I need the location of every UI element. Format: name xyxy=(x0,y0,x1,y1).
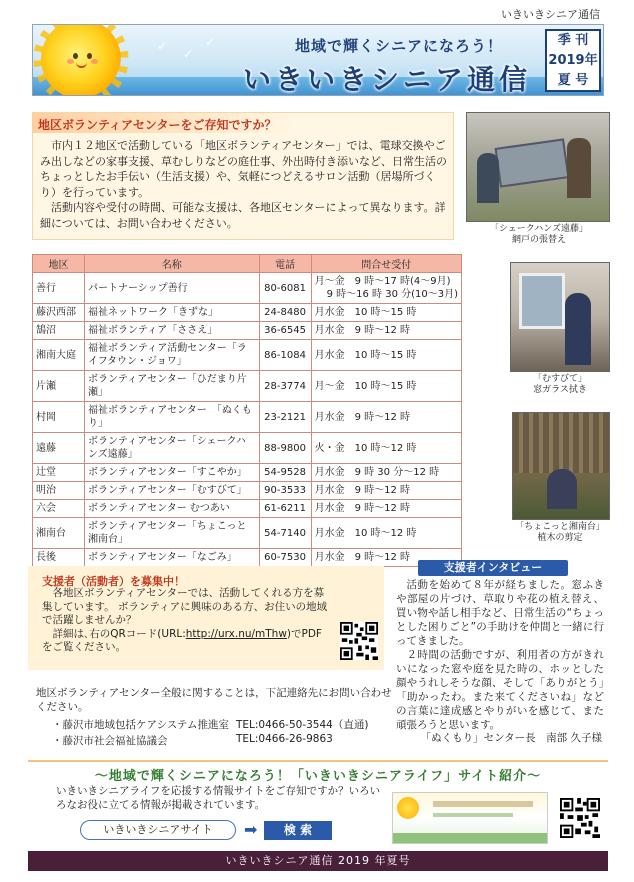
tel-cell-text: 86-1084 xyxy=(264,349,306,361)
area-cell xyxy=(33,322,85,340)
thumbnail-bar xyxy=(433,801,533,807)
table-row xyxy=(33,500,462,518)
tel-cell-text: 54-9528 xyxy=(264,467,306,478)
header-banner xyxy=(32,24,604,96)
name-cell xyxy=(85,273,260,304)
sun-icon xyxy=(397,797,419,819)
person-shape xyxy=(565,293,591,365)
tel-cell xyxy=(259,402,311,433)
intro-heading: 地区ボランティアセンターをご存知ですか？ xyxy=(32,113,292,133)
area-cell-text: 六会 xyxy=(36,503,56,514)
name-cell xyxy=(85,549,260,567)
name-cell xyxy=(85,464,260,482)
name-cell-text: ボランティアセンター「ひだまり片瀬」 xyxy=(88,374,247,398)
hours-cell-text: 月水金 10 時～15 時 xyxy=(314,307,417,318)
table-row xyxy=(33,322,462,340)
area-cell-text: 遠藤 xyxy=(36,442,56,454)
hours-cell xyxy=(311,371,461,402)
table-header: 問合せ受付 xyxy=(311,255,461,273)
hours-cell xyxy=(311,482,461,500)
tel-cell-text: 28-3774 xyxy=(264,380,306,392)
sun-face-icon xyxy=(67,51,97,71)
area-cell xyxy=(33,340,85,371)
contact-org: ・藤沢市社会福祉協議会 xyxy=(52,735,168,747)
name-cell xyxy=(85,482,260,500)
hours-cell-text: 月水金 9 時～12 時 xyxy=(314,411,411,423)
area-cell-text: 藤沢西部 xyxy=(36,307,76,318)
tel-cell-text: 61-6211 xyxy=(264,503,306,514)
tel-cell xyxy=(259,371,311,402)
hours-cell-text: 月水金 10 時～12 時 xyxy=(314,527,417,539)
hours-cell-text: 月水金 9 時 30 分～12 時 xyxy=(314,467,440,478)
interview-text xyxy=(396,578,604,732)
table-header-row xyxy=(33,255,462,273)
season-badge xyxy=(545,29,601,92)
table-row xyxy=(33,340,462,371)
area-cell xyxy=(33,433,85,464)
name-cell-text: パートナーシップ善行 xyxy=(88,282,188,294)
name-cell xyxy=(85,500,260,518)
tel-cell-text: 24-8480 xyxy=(264,307,306,318)
tel-cell xyxy=(259,464,311,482)
name-cell-text: 福祉ボランティア活動センター「ライフタウン・ジョワ」 xyxy=(88,343,247,367)
photo-tree-pruning xyxy=(512,412,610,520)
qr-url-link[interactable]: http://urx.nu/mThw xyxy=(185,627,287,640)
area-cell xyxy=(33,518,85,549)
tel-cell-text: 60-7530 xyxy=(264,552,306,563)
site-heading: ～地域で輝くシニアになろう！「いきいきシニアライフ」サイト紹介～ xyxy=(94,769,542,784)
table-header: 地区 xyxy=(33,255,85,273)
photo-caption-title: 「ちょこっと湘南台」 xyxy=(515,522,605,532)
table-row xyxy=(33,433,462,464)
newsletter-top-label: いきいきシニア通信 xyxy=(501,8,600,21)
area-cell xyxy=(33,273,85,304)
bird-icon: ✓ xyxy=(183,47,194,61)
contact-org: ・藤沢市地域包括ケアシステム推進室 xyxy=(52,719,230,731)
recruit-text-post: )でPDFをご覧ください。 xyxy=(42,627,322,653)
interview-paragraph: ２時間の活動ですが、利用者の方がきれいになった窓や庭を見た時の、ホッとした顔やうれしそうな顔、そして「ありがとう」「助かったわ。また来てくださいね」などの言葉に達成感とやりがいを感じて、また頑張ろうと思います。 xyxy=(396,649,604,731)
hours-cell xyxy=(311,322,461,340)
area-cell-text: 村岡 xyxy=(36,411,56,423)
name-cell xyxy=(85,402,260,433)
table-row xyxy=(33,549,462,567)
screen-door-shape xyxy=(495,138,570,187)
search-button[interactable]: 検 索 xyxy=(264,821,332,840)
name-cell xyxy=(85,433,260,464)
arrow-right-icon: ➡ xyxy=(244,820,258,839)
area-cell-text: 辻堂 xyxy=(36,467,56,478)
tel-cell xyxy=(259,340,311,371)
tel-cell xyxy=(259,549,311,567)
area-cell xyxy=(33,402,85,433)
person-shape xyxy=(567,138,591,198)
area-cell-text: 明治 xyxy=(36,485,56,496)
hours-cell xyxy=(311,402,461,433)
season-line: 2019年 xyxy=(548,53,598,68)
name-cell xyxy=(85,322,260,340)
hours-cell xyxy=(311,500,461,518)
season-line: 季 刊 xyxy=(557,33,589,48)
photo-caption-title: 「シェークハンズ遠藤」 xyxy=(489,224,588,234)
area-cell-text: 長後 xyxy=(36,552,56,563)
tel-cell xyxy=(259,322,311,340)
area-cell-text: 鵠沼 xyxy=(36,325,56,336)
fence-shape xyxy=(513,413,610,473)
tel-cell xyxy=(259,304,311,322)
name-cell-text: ボランティアセンター むつあい xyxy=(88,503,230,514)
photo-caption-desc: 植木の剪定 xyxy=(537,533,583,543)
photo-screen-repair xyxy=(466,112,610,222)
contact-tel: TEL:0466-50-3544（直通) xyxy=(236,719,369,731)
bird-icon: ✓ xyxy=(205,35,216,49)
interview-heading: 支援者インタビュー xyxy=(418,560,568,576)
area-cell xyxy=(33,482,85,500)
name-cell-text: ボランティアセンター「シェークハンズ遠藤」 xyxy=(88,436,246,460)
page-footer: いきいきシニア通信 2019 年夏号 xyxy=(28,851,608,871)
table-header: 電話 xyxy=(259,255,311,273)
page-title: いきいきシニア通信 xyxy=(243,63,532,96)
area-cell xyxy=(33,371,85,402)
recruit-heading: 支援者（活動者）を募集中！ xyxy=(42,575,185,588)
center-table xyxy=(32,254,462,567)
qr-code-icon[interactable] xyxy=(560,798,600,838)
photo-caption xyxy=(466,224,612,246)
table-row xyxy=(33,371,462,402)
hours-cell xyxy=(311,518,461,549)
area-cell xyxy=(33,500,85,518)
hours-cell-text: 火・金 10 時～12 時 xyxy=(314,442,417,454)
area-cell-text: 片瀬 xyxy=(36,380,56,392)
photo-window-cleaning xyxy=(510,262,610,372)
hours-cell xyxy=(311,433,461,464)
name-cell xyxy=(85,518,260,549)
table-row xyxy=(33,402,462,433)
season-line: 夏 号 xyxy=(557,73,589,88)
photo-caption-desc: 窓ガラス拭き xyxy=(533,385,587,395)
name-cell-text: ボランティアセンター「むすびて」 xyxy=(88,485,247,496)
tel-cell xyxy=(259,482,311,500)
intro-text xyxy=(40,138,450,231)
area-cell xyxy=(33,464,85,482)
tel-cell xyxy=(259,518,311,549)
hours-cell xyxy=(311,464,461,482)
person-shape xyxy=(477,153,499,203)
window-shape xyxy=(519,273,565,329)
tel-cell xyxy=(259,273,311,304)
tel-cell-text: 36-6545 xyxy=(264,325,306,336)
recruit-text xyxy=(42,587,332,655)
name-cell xyxy=(85,340,260,371)
name-cell-text: ボランティアセンター「なごみ」 xyxy=(88,552,237,563)
tel-cell-text: 54-7140 xyxy=(264,527,306,539)
hours-cell xyxy=(311,273,461,304)
person-shape xyxy=(547,469,577,509)
hours-cell-text: 月水金 10 時～15 時 xyxy=(314,349,417,361)
photo-caption-title: 「むすびて」 xyxy=(532,374,587,384)
table-row xyxy=(33,482,462,500)
hours-cell-text: 月～金 9 時～17 時(4～9月) xyxy=(314,276,451,287)
interview-paragraph: 活動を始めて８年が経ちました。窓ふきや部屋の片づけ、草取りや花の植え替え、買い物や話し相手など、日常生活の“ちょっとした困りごと”の手助けを仲間と一緒に行ってきました。 xyxy=(396,579,604,647)
thumbnail-bar xyxy=(393,833,548,844)
tel-cell xyxy=(259,500,311,518)
area-cell xyxy=(33,549,85,567)
hours-cell-text: 月～金 10 時～15 時 xyxy=(314,380,417,392)
name-cell-text: 福祉ネットワーク「きずな」 xyxy=(88,307,218,318)
photo-caption-desc: 網戸の張替え xyxy=(511,235,566,245)
divider xyxy=(28,760,608,762)
site-thumbnail[interactable] xyxy=(392,792,548,844)
header-subtitle: 地域で輝くシニアになろう！ xyxy=(295,37,504,55)
table-row xyxy=(33,304,462,322)
table-row xyxy=(33,518,462,549)
area-cell-text: 善行 xyxy=(36,282,56,294)
photo-caption xyxy=(508,374,612,396)
table-row xyxy=(33,273,462,304)
contact-intro: 地区ボランティアセンター全般に関することは，下記連絡先にお問い合わせください。 xyxy=(36,687,392,713)
table-row xyxy=(33,464,462,482)
area-cell-text: 湘南大庭 xyxy=(36,349,76,361)
hours-cell-text: 9 時～16 時 30 分(10～3月) xyxy=(326,289,458,300)
intro-paragraph: 活動内容や受付の時間、可能な支援は、各地区センターによって異なります。詳細については、お問い合わせください。 xyxy=(40,201,446,230)
name-cell-text: 福祉ボランティア「ささえ」 xyxy=(88,325,218,336)
name-cell xyxy=(85,371,260,402)
contact-tel: TEL:0466-26-9863 xyxy=(236,733,333,745)
table-header: 名称 xyxy=(85,255,260,273)
intro-paragraph: 市内１２地区で活動している「地区ボランティアセンター」では、電球交換やごみ出しなどの家事支援、草むしりなどの庭仕事、外出時付き添いなど、日常生活のちょっとしたお手伝い（生活支援）や、気軽につどえるサロン活動（居場所づくり）を行っています。 xyxy=(40,139,447,199)
name-cell-text: ボランティアセンター「ちょこっと湘南台」 xyxy=(88,521,247,545)
name-cell-text: 福祉ボランティアセンター 「ぬくもり」 xyxy=(88,405,252,429)
photo-caption xyxy=(506,522,614,544)
hours-cell xyxy=(311,304,461,322)
site-name-button[interactable]: いきいきシニアサイト xyxy=(80,820,236,840)
tel-cell-text: 90-3533 xyxy=(264,485,306,496)
hours-cell-text: 月水金 9 時～12 時 xyxy=(314,325,411,336)
recruit-paragraph: 各地区ボランティアセンターでは、活動してくれる方を募集しています。 ボランティアに興味のある方、お住いの地域で活躍しませんか？ xyxy=(42,587,328,626)
tel-cell-text: 23-2121 xyxy=(264,411,306,423)
area-cell xyxy=(33,304,85,322)
recruit-text-pre: 詳細は､右のQRコード(URL: xyxy=(52,627,186,640)
hours-cell-text: 月水金 9 時～12 時 xyxy=(314,485,411,496)
tel-cell xyxy=(259,433,311,464)
qr-code-icon[interactable] xyxy=(340,622,378,660)
name-cell xyxy=(85,304,260,322)
tel-cell-text: 88-9800 xyxy=(264,442,306,454)
bird-icon: ✓ xyxy=(157,39,168,53)
area-cell-text: 湘南台 xyxy=(36,527,66,539)
hours-cell xyxy=(311,340,461,371)
interview-signature: 「ぬくもり」センター長 南部 久子様 xyxy=(420,732,602,744)
hours-cell-text: 月水金 9 時～12 時 xyxy=(314,552,411,563)
name-cell-text: ボランティアセンター「すこやか」 xyxy=(88,467,247,478)
thumbnail-bar xyxy=(433,813,513,817)
tel-cell-text: 80-6081 xyxy=(264,282,306,294)
hours-cell-text: 月水金 9 時～12 時 xyxy=(314,503,411,514)
site-text: いきいきシニアライフを応援する情報サイトをご存知ですか？いろいろなお役に立てる情報が掲載されています。 xyxy=(56,785,381,811)
